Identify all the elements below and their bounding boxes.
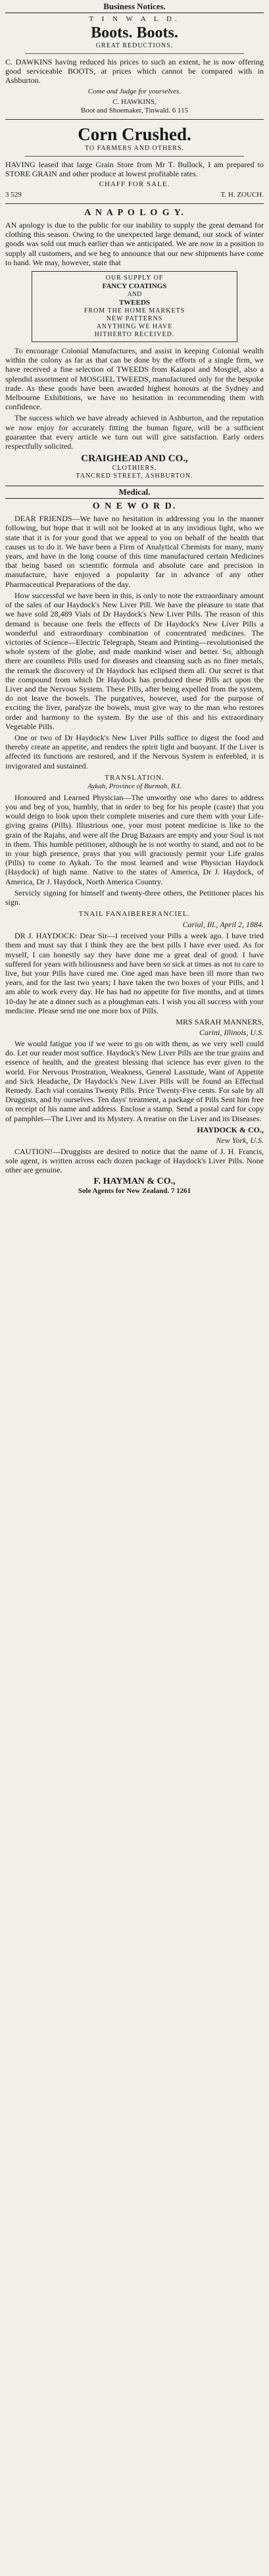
corn-title: Corn Crushed. bbox=[78, 124, 191, 144]
divider bbox=[5, 203, 264, 204]
medical-paragraph: We would fatigue you if we were to go on with them, as we very well could do. Let our reader most suffice. Haydock's New Liver Pills are the true grains and essence of health, and the greatest blessing that science has ever given to the world. For Nervous Prostration, Weakness, General Lassitude, Want of Appetite and Sick Headache, Dr Haydock's New Liver Pills will be found an Effectual Remedy. Each vial contains Twenty Pills. Price Twenty-Five cents. For sale by all Druggists, and by ourselves. Ten days' treatment, a package of Pills Sent him free on receipt of his name and address. Enclose a stamp. Send a postal card for copy of pamphlet—The Liver and its Mystery. A treatise on the Liver and its Diseases. bbox=[5, 1039, 264, 1123]
apology-firm: CRAIGHEAD AND CO., bbox=[81, 453, 188, 465]
boots-subtitle: GREAT REDUCTIONS. bbox=[95, 42, 174, 49]
company-signature: HAYDOCK & CO., bbox=[197, 1124, 264, 1134]
box-title: OUR SUPPLY OF bbox=[105, 274, 164, 282]
testimonial-place: Carini, Illinois, U.S. bbox=[199, 1028, 264, 1038]
medical-section-header: Medical. bbox=[5, 486, 264, 499]
medical-paragraph: How successful we have been in this, is only to note the extraordinary amount of the sales of our Haydock's New Liver Pill. We have the pleasure to state that we have sold 28,489 Vials of Dr Haydock's New Liver Pills. The reason of this demand is because one feels the effects of Dr Haydock's New Liver Pills a wonderful and extraordinary combination of concentrated medicines. The victories of Science—Electric Telegraph, Steam and Printing—revolutionised the whole system of the globe, and made mankind wiser and better. So, although there are countless Pills used for diseases and cleansing such as no finer metals, the remark the discovery of Dr Haydock has eclipsed them all. Our secret is that the compound from which Dr Haydock has produced these Pills act upon the Liver and the Nervous System. These Pills, after being expelled from the system, do not leave the bowels. The purgatives, however, used for the purpose of exciting the liver, paralyze the bowels, must give way to the man who restores order and harmony to the system. By the use of this and his extraordinary Vegetable Pills. bbox=[5, 590, 264, 731]
corn-chaff: CHAFF FOR SALE. bbox=[99, 180, 170, 189]
translation-title: TRANSLATION. bbox=[105, 773, 164, 782]
corn-advert bbox=[5, 124, 264, 199]
section-header: Business Notices. bbox=[5, 1, 264, 13]
translation-close: Servicly signing for himself and twenty-three others, the Petitioner places his sign. bbox=[5, 888, 264, 907]
testimonial-letter: DR J. HAYDOCK: Dear Sir—I received your Pills a week ago. I have tried them and must say that I think they are the best pills I have ever used. As for myself, I can honestly say they have done me a great deal of good. I have suffered for years with biliousness and have been so sick at times as not to care to live, but your Pills have cured me. One aged man have been ill more than two years, and for the last two years; I have taken the two boxes of your Pills, and I am able to work every day. He has had no appetite for five months, and at times 10-day he ate a dinner such as a ploughman eats. I wish you all success with your medicine. Please send me one more box of Pills. bbox=[5, 931, 264, 1015]
medical-paragraph: One or two of Dr Haydock's New Liver Pills suffice to digest the food and thereby create an appetite, and renders the spirit light and buoyant. If the Liver is affected its functions are restored, and if the Nervous System is enfeebled, it is invigorated and sustained. bbox=[5, 732, 264, 770]
boots-name: C. HAWKINS, bbox=[112, 97, 157, 106]
corn-name: T. H. ZOUCH. bbox=[220, 191, 264, 199]
caution-notice: CAUTION!—Druggists are desired to notice that the name of J. H. Francis, sole agent, is written across each dozen package of Haydock's Liver Pills. None other are genuine. bbox=[5, 1146, 264, 1175]
divider bbox=[5, 119, 264, 120]
boots-title: Boots. Boots. bbox=[91, 24, 178, 41]
agent-name: F. HAYMAN & CO., bbox=[93, 1176, 176, 1187]
apology-box bbox=[32, 271, 237, 342]
translation-subtitle: Aykah, Province of Burmah, B.I. bbox=[87, 782, 182, 790]
box-item: HITHERTO RECEIVED. bbox=[94, 331, 175, 339]
newspaper-column bbox=[5, 0, 264, 1196]
translation-body: Honoured and Learned Physician—The unworthy one who dares to address you and beg of you, humbly, that in order to beg for his people (caste) that you would deign to look upon their complete miseries and cure them with your Life-giving grains (Pills). Illustrious one, your most potent medicine is like to the grain of the Rajahs, and were all the Drug Bazaars are empty and your Soul is not in them. This humble petitioner, although he is not worthy to stand, and not to be in your high presence, prays that you will graciously permit your Life grains (Pills) to come to Aykah. To the most learned and wise Physician Haydock (Haydock) of high name. Native to the states of America, Dr J. Haydock, of America, Dr J. Haydock, North America Country. bbox=[5, 792, 264, 886]
boots-cta: Come and Judge for yourselves. bbox=[87, 87, 182, 95]
agent-line: Sole Agents for New Zealand. 7 1261 bbox=[78, 1187, 191, 1196]
box-item: FROM THE HOME MARKETS bbox=[84, 307, 185, 315]
boots-advert bbox=[5, 15, 264, 115]
apology-heading: A N A P O L O G Y. bbox=[84, 208, 185, 218]
corn-body: HAVING leased that large Grain Store from Mr T. Bullock, I am prepared to STORE GRAIN and other produce at lowest profitable rates. bbox=[5, 159, 264, 178]
testimonial-heading: TNAIL FANAIBERERANCIEL. bbox=[78, 910, 191, 919]
testimonial-date: Cariul, Ill., April 2, 1884. bbox=[182, 920, 264, 930]
boots-town: T I N W A L D. bbox=[89, 15, 180, 23]
apology-body: AN apology is due to the public for our inability to supply the great demand for clothing this season. Owing to the unexpected large demand, our stock of winter goods was sold out much earlier than we anticipated. We are now in a position to supply all customers, and we beg to announce that our new shipments have come to hand. We may, however, state that bbox=[5, 220, 264, 267]
box-item: TWEEDS bbox=[118, 299, 151, 307]
box-item: AND bbox=[127, 291, 142, 299]
corn-ref: 3 529 bbox=[5, 191, 22, 199]
boots-address: Boot and Shoemaker, Tinwald. 6 115 bbox=[80, 106, 189, 114]
apology-body-2: To encourage Colonial Manufactures, and assist in keeping Colonial wealth within the colony as far as that can be done by the efforts of a single firm, we have received a fine selection of TWEEDS from Kaiapoi and Mosgiel, also a splendid assortment of MOSGIEL TWEEDS, manufactured only for the bespoke trade. As these goods have been awarded highest honours at the Sydney and Melbourne Exhibitions, we have no hesitation in recommending them with confidence. bbox=[5, 346, 264, 412]
testimonial-signature: MRS SARAH MANNERS, bbox=[176, 1017, 264, 1027]
boots-body: C. DAWKINS having reduced his prices to such an extent, he is now offering good serviceable BOOTS, at prices which cannot be compared with in Ashburton. bbox=[5, 57, 264, 86]
medical-advert bbox=[5, 501, 264, 1196]
medical-paragraph: DEAR FRIENDS—We have no hesitation in addressing you in the manner following, but hope that it will not be looked at in any invidious light, who we state that it is for your good that we appeal to you on behalf of the health that causes us to do it. We have been a Firm of Analytical Chemists for many, many years, and have in the long course of this time manufactured certain Medicines that being based on scientific formula and absolute care and precision in manufacture, have enjoyed a popularity far in advance of any other Pharmaceutical Preparations of the day. bbox=[5, 514, 264, 589]
box-item: NEW PATTERNS bbox=[106, 315, 163, 323]
apology-firm-sub: CLOTHIERS, bbox=[112, 465, 157, 472]
box-item: ANYTHING WE HAVE bbox=[96, 323, 173, 331]
box-item: FANCY COATINGS bbox=[102, 282, 167, 291]
apology-body-3: The success which we have already achieved in Ashburton, and the reputation we now enjoy for accurately fitting the human figure, will be a sufficient guarantee that every article we turn out will give satisfaction. Early orders respectfully solicited. bbox=[5, 413, 264, 451]
corn-signature bbox=[5, 191, 264, 199]
divider bbox=[25, 53, 244, 54]
divider bbox=[25, 156, 244, 157]
company-place: New York, U.S. bbox=[216, 1135, 264, 1145]
medical-heading: O N E W O R D. bbox=[92, 501, 177, 512]
apology-advert bbox=[5, 208, 264, 480]
corn-subtitle: TO FARMERS AND OTHERS. bbox=[84, 144, 185, 152]
apology-firm-address: TANCRED STREET, ASHBURTON. bbox=[76, 472, 193, 480]
